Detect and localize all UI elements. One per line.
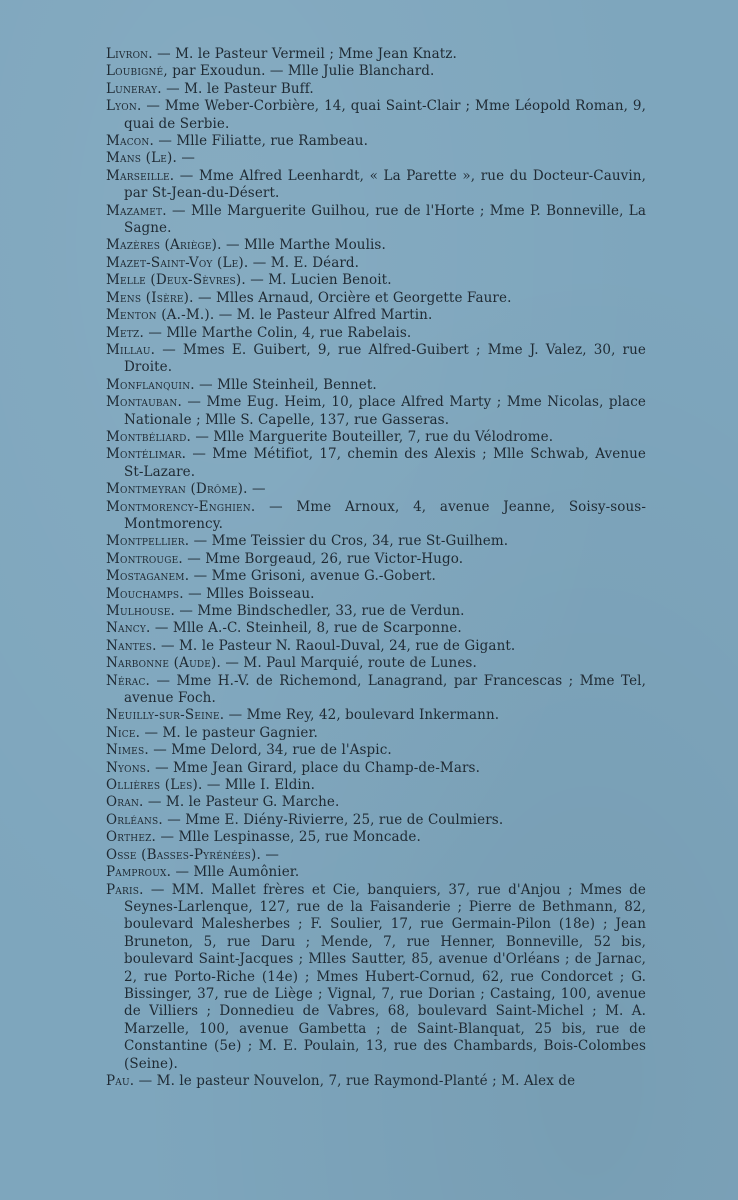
address-entry — [106, 255, 646, 272]
entry-text: — Mme Jean Girard, place du Champ-de-Mars. — [150, 759, 480, 776]
city-name: Millau. — [106, 341, 156, 358]
city-name: Montbéliard. — [106, 428, 191, 445]
entry-text: — Mme Métifiot, 17, chemin des Alexis ; Mlle Schwab, Avenue St-Lazare. — [124, 446, 646, 480]
address-entry — [106, 377, 646, 394]
city-name: Monflanquin. — [106, 376, 195, 393]
entry-text: — — [247, 481, 266, 498]
entry-text: — M. Lucien Benoit. — [245, 272, 392, 289]
address-entry — [106, 272, 646, 289]
city-name: Montélimar. — [106, 446, 187, 463]
entry-text: — Mlle Marguerite Guilhou, rue de l'Horte ; Mme P. Bonneville, La Sagne. — [124, 202, 646, 237]
city-name: Orthez. — [106, 829, 157, 846]
address-entry — [106, 586, 646, 603]
city-name: Nancy. — [106, 620, 151, 637]
entry-text: — M. E. Déard. — [248, 254, 360, 271]
address-entry — [106, 150, 646, 167]
entry-text: — MM. Mallet frères et Cie, banquiers, 37, rue d'Anjou ; Mmes de Seynes-Larlenque, 127, rue de la Faisanderie ; Pierre de Bethmann, 82, boulevard Malesherbes ; F. Soulier, 17, rue Germain-Pilon (18e) ; Jean Bruneton, 5, rue Daru ; Mende, 7, rue Henner, Bonneville, 52 bis, boulevard Saint-Jacques ; Mlles Sautter, 85, avenue d'Orléans ; de Jarnac, 2, rue Porto-Riche (14e) ; Mmes Hubert-Cornud, 62, rue Condorcet ; G. Bissinger, 37, rue de Liège ; Vignal, 7, rue Dorian ; Castaing, 100, avenue de Villiers ; Donnedieu de Vabres, 68, boulevard Saint-Michel ; M. A. Marzelle, 100, avenue Gambetta ; de Saint-Blanquat, 25 bis, rue de Constantine (5e) ; M. E. Poulain, 13, rue des Chambards, Bois-Colombes (Seine). — [124, 881, 646, 1072]
city-name: Mazères (Ariège). — [106, 237, 222, 254]
city-name: Neuilly-sur-Seine. — [106, 707, 225, 724]
address-entry — [106, 203, 646, 238]
address-entry — [106, 290, 646, 307]
city-name: Macon. — [106, 133, 154, 150]
address-entry — [106, 81, 646, 98]
city-name: Mazet-Saint-Voy (Le). — [106, 254, 249, 271]
entry-text: — Mlles Arnaud, Orcière et Georgette Faure. — [193, 289, 512, 306]
address-entry — [106, 742, 646, 759]
entry-text: — Mme E. Diény-Rivierre, 25, rue de Coulmiers. — [162, 811, 504, 828]
city-name: Nérac. — [106, 672, 151, 689]
entry-text: — Mlle A.-C. Steinheil, 8, rue de Scarponne. — [150, 620, 462, 637]
city-name: Menton (A.-M.). — [106, 307, 215, 324]
address-entry — [106, 847, 646, 864]
address-entry — [106, 603, 646, 620]
address-entry — [106, 812, 646, 829]
entry-text: — M. le pasteur Gagnier. — [140, 724, 318, 741]
entry-text: — Mlle Aumônier. — [171, 864, 300, 881]
entry-text: — Mmes E. Guibert, 9, rue Alfred-Guibert ; Mme J. Valez, 30, rue Droite. — [124, 341, 646, 376]
city-name: Nimes. — [106, 742, 149, 759]
city-name: Montmeyran (Drôme). — [106, 481, 248, 498]
entry-text: — Mme Bindschedler, 33, rue de Verdun. — [175, 603, 465, 619]
entry-text: — Mme Teissier du Cros, 34, rue St-Guilhem. — [189, 533, 509, 550]
entry-text: — Mlle I. Eldin. — [202, 777, 316, 794]
entry-text: — M. le Pasteur Buff. — [161, 80, 314, 97]
city-name: Nice. — [106, 724, 141, 741]
address-entry — [106, 325, 646, 342]
address-entry — [106, 98, 646, 133]
city-name: Orléans. — [106, 811, 163, 828]
city-name: Paris. — [106, 881, 144, 898]
address-entry — [106, 638, 646, 655]
entry-text: — Mlle Filiatte, rue Rambeau. — [153, 133, 368, 150]
city-name: Oran. — [106, 794, 144, 811]
entry-text: — Mme Alfred Leenhardt, « La Parette », rue du Docteur-Cauvin, par St-Jean-du-Désert. — [124, 167, 646, 202]
city-name: Ollières (Les). — [106, 777, 203, 794]
city-name: Marseille. — [106, 167, 175, 184]
entry-text: — Mlles Boisseau. — [183, 585, 315, 602]
city-name: Mens (Isère). — [106, 289, 194, 306]
city-name: Melle (Deux-Sèvres). — [106, 272, 246, 289]
entry-text: — Mme Eug. Heim, 10, place Alfred Marty ; Mme Nicolas, place Nationale ; Mlle S. Capelle, 137, rue Gasseras. — [124, 394, 646, 428]
address-entry — [106, 620, 646, 637]
entry-text: — M. le Pasteur Vermeil ; Mme Jean Knatz. — [152, 46, 457, 62]
address-entry — [106, 777, 646, 794]
address-entry — [106, 342, 646, 377]
entry-text: — Mme Grisoni, avenue G.-Gobert. — [189, 568, 436, 585]
entry-text: — Mlle Marguerite Bouteiller, 7, rue du Vélodrome. — [190, 428, 554, 445]
address-entry — [106, 568, 646, 585]
address-entry — [106, 1073, 646, 1090]
city-name: Livron. — [106, 46, 153, 62]
city-name: Pamproux. — [106, 864, 172, 881]
address-entry — [106, 533, 646, 550]
entry-text: — Mme Delord, 34, rue de l'Aspic. — [148, 742, 392, 759]
address-entry — [106, 394, 646, 429]
city-name: Montmorency-Enghien. — [106, 498, 256, 515]
entry-text: — M. le Pasteur N. Raoul-Duval, 24, rue de Gigant. — [156, 637, 516, 654]
address-entry — [106, 760, 646, 777]
city-name: Nyons. — [106, 759, 151, 776]
address-entry — [106, 63, 646, 80]
city-name: Lyon. — [106, 98, 142, 115]
address-entry — [106, 725, 646, 742]
entry-text: — — [260, 846, 279, 863]
entry-text: — Mme H.-V. de Richemond, Lanagrand, par Francescas ; Mme Tel, avenue Foch. — [124, 672, 646, 707]
entry-text: — — [177, 150, 196, 167]
city-name: Mostaganem. — [106, 568, 190, 585]
entry-text: — M. Paul Marquié, route de Lunes. — [221, 655, 477, 672]
city-name: Montrouge. — [106, 550, 183, 567]
entry-text: par Exoudun. — Mlle Julie Blanchard. — [167, 63, 435, 80]
address-entry — [106, 794, 646, 811]
city-name: Montpellier. — [106, 533, 190, 550]
address-entry — [106, 882, 646, 1073]
entry-text: — Mme Arnoux, 4, avenue Jeanne, Soisy-sous-Montmorency. — [124, 498, 646, 532]
entry-text: — M. le Pasteur G. Marche. — [143, 794, 340, 811]
city-name: Metz. — [106, 324, 144, 341]
city-name: Narbonne (Aude). — [106, 655, 222, 672]
entry-text: — Mlle Lespinasse, 25, rue Moncade. — [156, 829, 421, 846]
address-entry — [106, 481, 646, 498]
address-entry — [106, 133, 646, 150]
address-entry — [106, 655, 646, 672]
address-entry — [106, 707, 646, 724]
entry-text: — Mlle Marthe Colin, 4, rue Rabelais. — [143, 324, 412, 341]
address-entry — [106, 307, 646, 324]
city-name: Pau. — [106, 1072, 135, 1089]
address-entry — [106, 237, 646, 254]
entry-text: — Mlle Marthe Moulis. — [221, 237, 386, 254]
city-name: Mans (Le). — [106, 150, 178, 167]
address-entry — [106, 429, 646, 446]
address-entry — [106, 551, 646, 568]
address-entry — [106, 446, 646, 481]
city-name: Mulhouse. — [106, 603, 176, 619]
entry-text: — Mlle Steinheil, Bennet. — [194, 376, 377, 393]
entry-text: — Mme Weber-Corbière, 14, quai Saint-Clair ; Mme Léopold Roman, 9, quai de Serbie. — [124, 98, 646, 132]
city-name: Montauban. — [106, 394, 182, 411]
address-entry — [106, 46, 646, 63]
city-name: Nantes. — [106, 637, 157, 654]
entry-text: — Mme Rey, 42, boulevard Inkermann. — [224, 707, 500, 724]
entry-text: — Mme Borgeaud, 26, rue Victor-Hugo. — [182, 550, 464, 567]
city-name: Luneray. — [106, 80, 162, 97]
address-entry — [106, 499, 646, 534]
city-name: Mouchamps. — [106, 585, 184, 602]
address-list — [106, 46, 646, 1090]
city-name: Loubigné, — [106, 63, 168, 80]
address-entry — [106, 829, 646, 846]
city-name: Osse (Basses-Pyrénées). — [106, 846, 261, 863]
address-entry — [106, 168, 646, 203]
entry-text: — M. le Pasteur Alfred Martin. — [214, 307, 433, 324]
city-name: Mazamet. — [106, 202, 167, 219]
address-entry — [106, 864, 646, 881]
address-entry — [106, 673, 646, 708]
entry-text: — M. le pasteur Nouvelon, 7, rue Raymond-Planté ; M. Alex de — [134, 1072, 576, 1089]
